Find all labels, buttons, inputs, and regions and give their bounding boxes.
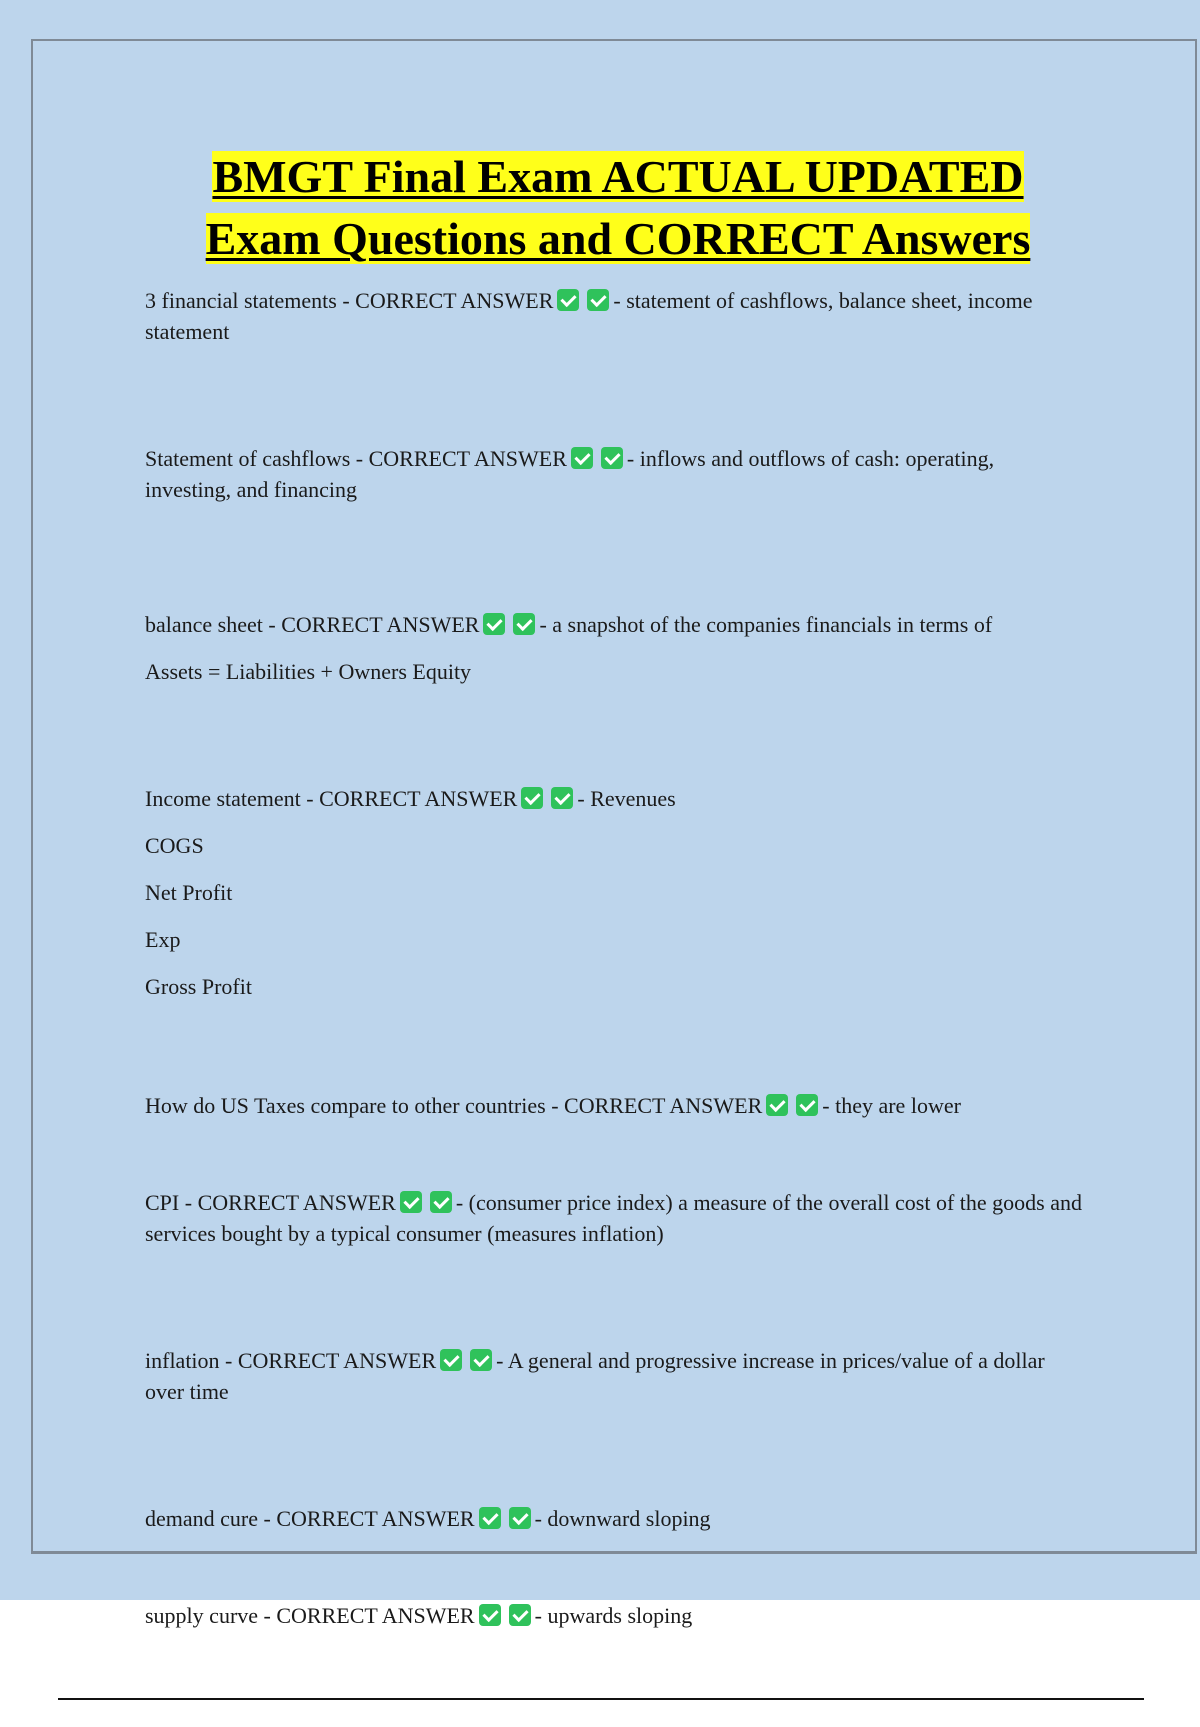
qa-term: Income statement [145,786,301,811]
qa-answer: upwards sloping [547,1603,693,1628]
green-check-mark-icon [400,1191,422,1213]
qa-term: How do US Taxes compare to other countries [145,1093,546,1118]
qa-answer: (consumer price index) a measure of the overall cost of the goods and services bought by a typical consumer (measures inflation) [145,1190,1082,1246]
qa-answer: a snapshot of the companies financials in terms of [552,612,993,637]
qa-marker: CORRECT ANSWER [368,446,567,471]
qa-item: CPI - CORRECT ANSWER - (consumer price index) a measure of the overall cost of the goods and services bought by a typical consumer (measures inflation) [145,1190,1082,1246]
qa-answer: statement of cashflows, balance sheet, income statement [145,288,1033,344]
qa-item: inflation - CORRECT ANSWER - A general and progressive increase in prices/value of a dollar over time [145,1348,1045,1404]
green-check-mark-icon [470,1349,492,1371]
green-check-mark-icon [440,1349,462,1371]
qa-list [145,285,1085,1727]
qa-item: 3 financial statements - CORRECT ANSWER - statement of cashflows, balance sheet, income statement [145,288,1033,344]
qa-answer: inflows and outflows of cash: operating, investing, and financing [145,446,995,502]
title-line-2: Exam Questions and CORRECT Answers [205,213,1031,264]
green-check-mark-icon [571,447,593,469]
qa-answer: they are lower [835,1093,961,1118]
qa-answer-line: COGS [145,833,204,858]
qa-term: inflation [145,1348,220,1373]
qa-item: Statement of cashflows - CORRECT ANSWER - inflows and outflows of cash: operating, investing, and financing [145,446,995,502]
qa-answer-line: Exp [145,927,181,952]
qa-answer: downward sloping [547,1506,711,1531]
qa-item: Income statement - CORRECT ANSWER - Revenues COGS Net Profit Exp Gross Profit [145,775,1085,1010]
green-check-mark-icon [601,447,623,469]
qa-marker: CORRECT ANSWER [355,288,554,313]
green-check-mark-icon [479,1507,501,1529]
qa-term: supply curve [145,1603,259,1628]
qa-marker: CORRECT ANSWER [319,786,518,811]
qa-marker: CORRECT ANSWER [197,1190,396,1215]
qa-answer-line: Assets = Liabilities + Owners Equity [145,659,472,684]
green-check-mark-icon [587,289,609,311]
qa-term: Statement of cashflows [145,446,351,471]
qa-marker: CORRECT ANSWER [276,1603,475,1628]
qa-marker: CORRECT ANSWER [276,1506,475,1531]
green-check-mark-icon [509,1604,531,1626]
green-check-mark-icon [521,787,543,809]
qa-term: 3 financial statements [145,288,337,313]
qa-term: CPI [145,1190,180,1215]
green-check-mark-icon [766,1094,788,1116]
green-check-mark-icon [483,613,505,635]
qa-marker: CORRECT ANSWER [281,612,480,637]
qa-item: How do US Taxes compare to other countries - CORRECT ANSWER - they are lower [145,1093,961,1118]
document-title [0,146,1200,270]
qa-item: demand cure - CORRECT ANSWER - downward sloping [145,1506,711,1531]
green-check-mark-icon [479,1604,501,1626]
qa-answer: Revenues [590,786,676,811]
green-check-mark-icon [430,1191,452,1213]
green-check-mark-icon [509,1507,531,1529]
qa-answer: A general and progressive increase in prices/value of a dollar over time [145,1348,1045,1404]
title-line-1: BMGT Final Exam ACTUAL UPDATED [212,151,1024,202]
green-check-mark-icon [796,1094,818,1116]
green-check-mark-icon [551,787,573,809]
qa-answer-line: Gross Profit [145,974,252,999]
qa-answer-line: Net Profit [145,880,233,905]
qa-marker: CORRECT ANSWER [237,1348,437,1373]
qa-item: supply curve - CORRECT ANSWER - upwards sloping [145,1603,693,1628]
qa-term: balance sheet [145,612,263,637]
qa-term: demand cure [145,1506,258,1531]
green-check-mark-icon [513,613,535,635]
green-check-mark-icon [557,289,579,311]
qa-item: balance sheet - CORRECT ANSWER - a snapshot of the companies financials in terms of Assets = Liabilities + Owners Equity [145,601,1085,695]
qa-marker: CORRECT ANSWER [564,1093,763,1118]
